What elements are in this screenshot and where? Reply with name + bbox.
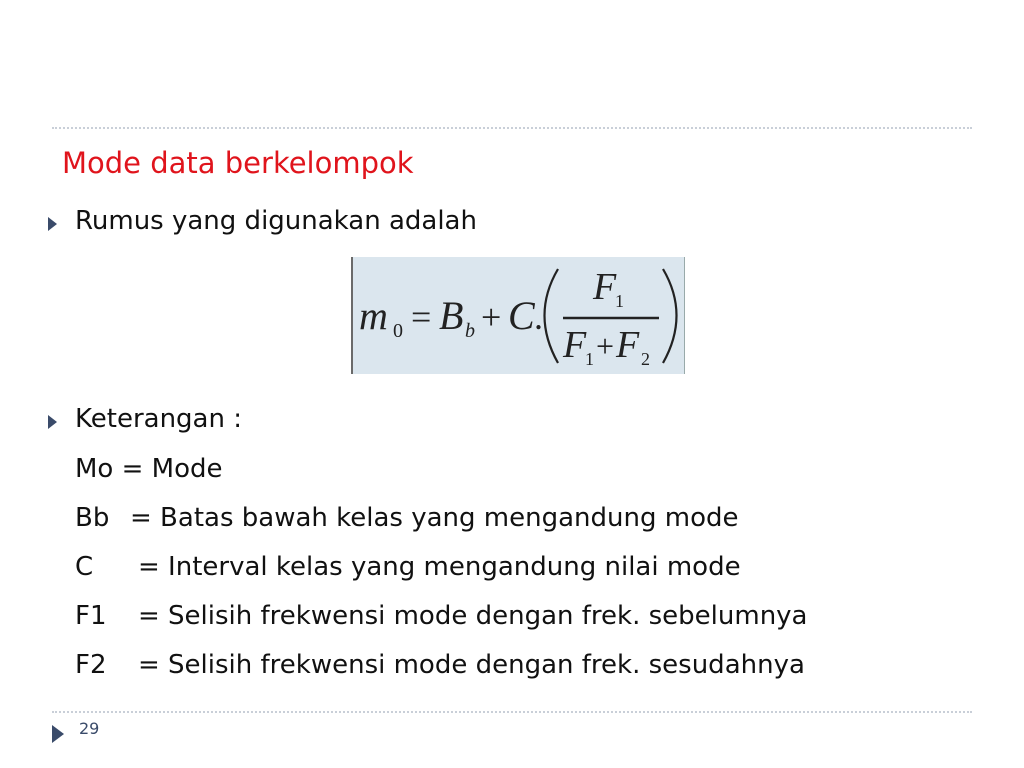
- page-arrow-icon: [52, 725, 64, 743]
- bottom-divider: [52, 711, 972, 713]
- definition-value: = Batas bawah kelas yang mengandung mode: [130, 503, 739, 533]
- formula-lhs-sub: 0: [393, 320, 403, 342]
- definition-key: F2: [75, 650, 107, 680]
- formula-lhs-var: m: [359, 293, 388, 338]
- bullet-text-keterangan: Keterangan :: [75, 404, 242, 434]
- formula-b-sub: b: [465, 320, 475, 342]
- formula-dot: .: [534, 297, 543, 337]
- definition-key: Bb: [75, 503, 110, 533]
- slide-title: Mode data berkelompok: [62, 146, 414, 180]
- definition-row: [75, 503, 795, 537]
- definition-value: = Selisih frekwensi mode dengan frek. sebelumnya: [138, 601, 808, 631]
- formula-plus: +: [481, 297, 502, 337]
- top-divider: [52, 127, 972, 129]
- page-number: 29: [79, 719, 100, 738]
- formula-den2-sub: 2: [641, 349, 650, 369]
- formula-image: [351, 257, 685, 374]
- bullet-arrow-icon: [48, 217, 57, 231]
- formula-b: B: [439, 293, 464, 338]
- bullet-arrow-icon: [48, 415, 57, 429]
- left-paren-icon: [545, 269, 559, 363]
- definition-key: Mo = Mode: [75, 454, 223, 484]
- formula-equals: =: [411, 297, 432, 337]
- formula-num-sub: 1: [615, 291, 624, 311]
- definition-row: [75, 454, 775, 488]
- bullet-text-rumus: Rumus yang digunakan adalah: [75, 206, 477, 236]
- definition-value: = Interval kelas yang mengandung nilai mode: [138, 552, 741, 582]
- formula-num: F: [593, 266, 617, 308]
- right-paren-icon: [663, 269, 677, 363]
- formula-c: C: [508, 293, 535, 338]
- definition-value: = Selisih frekwensi mode dengan frek. sesudahnya: [138, 650, 805, 680]
- formula-svg: [353, 257, 684, 374]
- formula-den2: F: [616, 324, 640, 366]
- definition-key: C: [75, 552, 94, 582]
- definition-row: [75, 650, 835, 684]
- definition-key: F1: [75, 601, 107, 631]
- definition-row: [75, 552, 795, 586]
- formula-den1: F: [563, 324, 587, 366]
- formula-den-plus: +: [596, 328, 615, 364]
- definition-row: [75, 601, 835, 635]
- formula-den1-sub: 1: [585, 349, 594, 369]
